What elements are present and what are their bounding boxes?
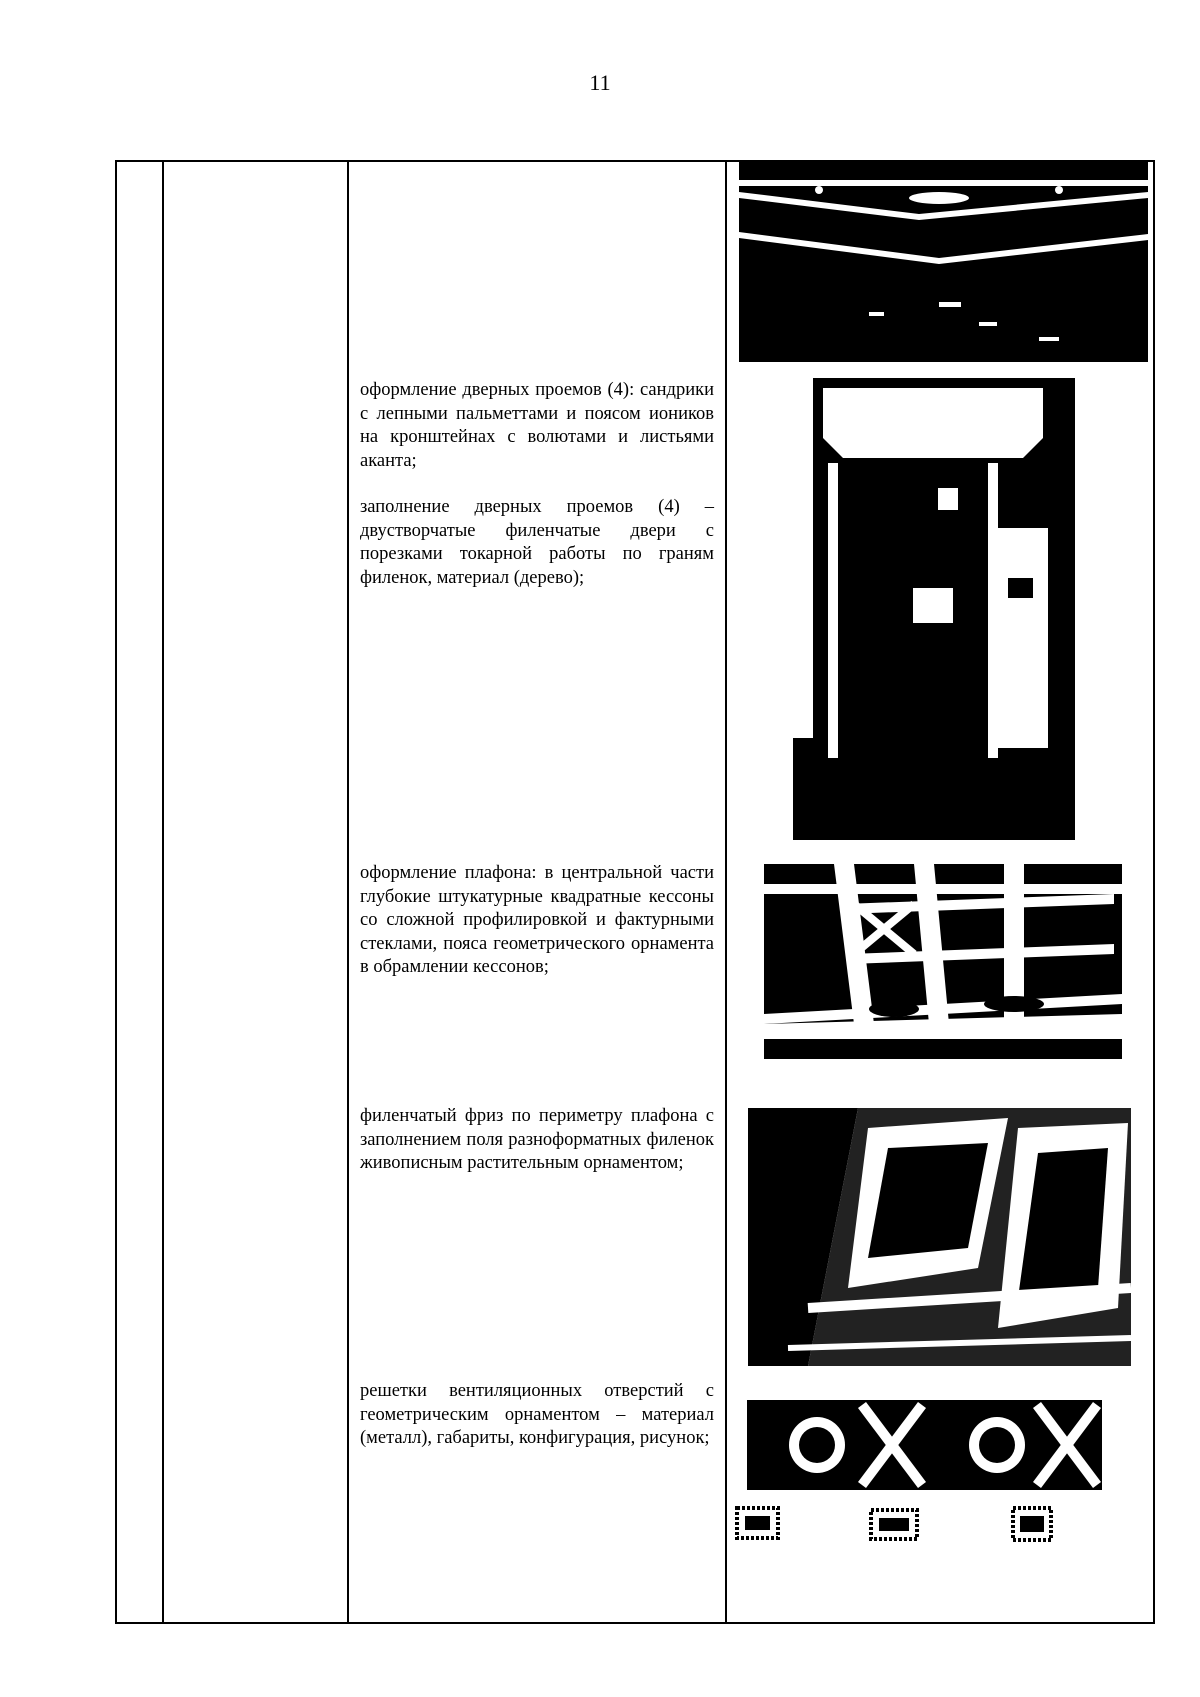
item-door-surrounds: оформление дверных проемов (4): сандрики с лепными пальметтами и поясом иоников на кронштейнах с волютами и листьями аканта;: [360, 380, 714, 471]
grille-detail-photo-3: [1011, 1506, 1053, 1542]
item-ceiling-frieze: филенчатый фриз по периметру плафона с заполнением поля разноформатных филенок живописным растительным орнаментом;: [360, 1106, 714, 1173]
column-divider-2: [347, 162, 349, 1622]
ceiling-cornice-photo: [739, 162, 1148, 362]
column-divider-1: [162, 162, 164, 1622]
item-door-fillings: заполнение дверных проемов (4) – двустворчатые филенчатые двери с порезками токарной работы по граням филенок, материал (дерево);: [360, 497, 714, 588]
ventilation-grille-photo: [747, 1400, 1102, 1490]
coffered-ceiling-photo: [764, 864, 1122, 1089]
document-table: [115, 160, 1155, 1624]
grille-detail-photo-2: [869, 1508, 919, 1541]
doorway-photo: [793, 378, 1075, 840]
item-ventilation-grilles: решетки вентиляционных отверстий с геометрическим орнаментом – материал (металл), габариты, конфигурация, рисунок;: [360, 1381, 714, 1448]
page-number: 11: [589, 70, 611, 95]
item-ceiling-coffers: оформление плафона: в центральной части глубокие штукатурные квадратные кессоны со сложной профилировкой и фактурными стеклами, пояса геометрического орнамента в обрамлении кессонов;: [360, 863, 714, 977]
column-divider-3: [725, 162, 727, 1622]
frieze-photo: [748, 1108, 1131, 1366]
grille-detail-photo-1: [735, 1506, 780, 1540]
